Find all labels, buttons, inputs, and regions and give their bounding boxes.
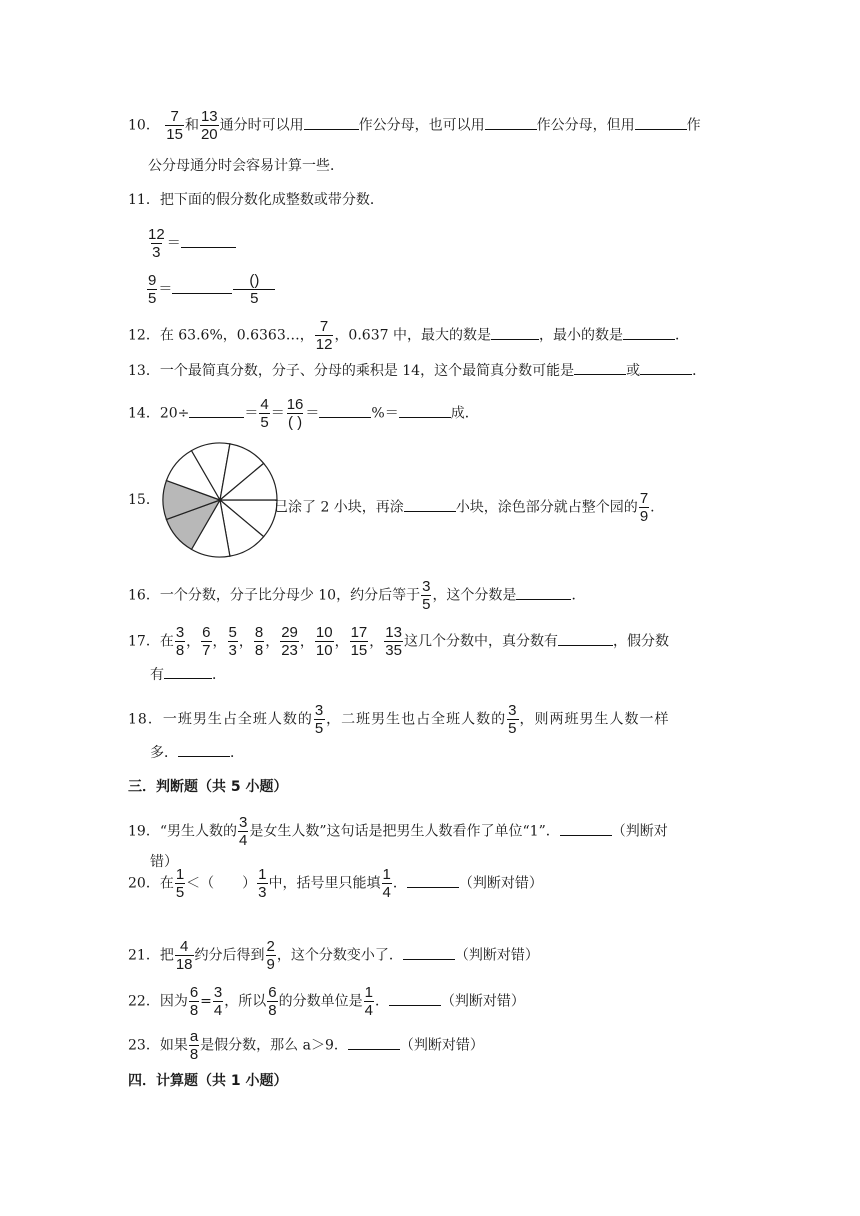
answer-blank[interactable] [560, 821, 612, 836]
answer-blank[interactable] [640, 360, 692, 375]
fraction: $\frac{2}{9}$ [266, 938, 275, 973]
fraction: $\frac{10}{10}$ [315, 624, 333, 659]
fraction: $\frac{3}{5}$ [508, 702, 518, 737]
fraction: $\frac{1}{4}$ [364, 984, 373, 1019]
fraction: $\frac{17}{15}$ [350, 624, 368, 659]
answer-blank[interactable] [304, 115, 359, 130]
separator: ， [265, 633, 280, 650]
separator: ， [186, 633, 201, 650]
q11-item2: $\frac{9}{5}$ ＝ $\frac{()}{5}$ [146, 272, 276, 307]
separator: ， [299, 633, 314, 650]
q18-line1: 18．一班男生占全班人数的 $\frac{3}{5}$ ，二班男生也占全班人数的 $\frac{3}{5}$ ，则两班男生人数一样 [128, 702, 670, 737]
fraction: $\frac{3}{5}$ [314, 702, 325, 737]
answer-blank[interactable] [516, 585, 571, 600]
fraction: $\frac{7}{15}$ [166, 108, 183, 143]
fraction: $\frac{8}{8}$ [254, 624, 264, 659]
answer-blank[interactable] [178, 742, 230, 757]
q10-number: 10． [128, 117, 160, 134]
fraction: $\frac{7}{12}$ [315, 318, 333, 353]
separator: ， [334, 633, 349, 650]
q10-line2: 公分母通分时会容易计算一些． [148, 158, 344, 174]
answer-blank[interactable] [485, 115, 537, 130]
answer-blank[interactable] [164, 664, 212, 679]
fraction: $\frac{5}{3}$ [228, 624, 237, 659]
q21-line: 21．把 $\frac{4}{18}$ 约分后得到 $\frac{2}{9}$ ，这个分数变小了． （判断对错） [128, 938, 539, 973]
fraction: $\frac{1}{5}$ [175, 866, 185, 901]
q15-number: 15． [128, 492, 160, 508]
fraction: $\frac{1}{4}$ [382, 866, 391, 901]
fraction: $\frac{12}{3}$ [148, 226, 165, 261]
q13-line: 13．一个最简真分数，分子、分母的乘积是 14，这个最简真分数可能是 或 ． [128, 360, 706, 381]
q16-line: 16．一个分数，分子比分母少 10，约分后等于 $\frac{3}{5}$ ，这个分数是 ． [128, 578, 586, 613]
q17-line1: 17．在 $\frac{3}{8}$ ， $\frac{6}{7}$ ， $\frac{5}{3}$ ， $\frac{8}{8}$ ， $\frac{29}{23}$ ， $\frac{10}{10}$ ， $\frac{17}{15}$ ， $\frac{13}{35}$ 这几个分数中，真分数有 ，假分数 [128, 624, 669, 659]
answer-blank[interactable] [181, 233, 236, 248]
answer-blank[interactable] [172, 279, 232, 294]
fraction: $\frac{()}{5}$ [233, 272, 275, 307]
fraction: $\frac{3}{4}$ [239, 814, 248, 849]
answer-blank[interactable] [491, 325, 539, 340]
answer-blank[interactable] [348, 1035, 400, 1050]
fraction: $\frac{3}{4}$ [213, 984, 223, 1019]
q19-line1: 19．“男生人数的 $\frac{3}{4}$ 是女生人数”这句话是把男生人数看作了单位“1”． （判断对 [128, 814, 668, 849]
answer-blank[interactable] [574, 360, 626, 375]
separator: ， [238, 633, 253, 650]
fraction: $\frac{a}{8}$ [189, 1028, 199, 1063]
answer-blank[interactable] [189, 403, 244, 418]
circle-diagram [158, 438, 282, 562]
q22-line: 22．因为 $\frac{6}{8}$ = $\frac{3}{4}$ ，所以 $\frac{6}{8}$ 的分数单位是 $\frac{1}{4}$ ． （判断对错） [128, 984, 525, 1019]
q17-line2: 有 ． [150, 664, 226, 685]
fraction: $\frac{29}{23}$ [281, 624, 298, 659]
fraction: $\frac{4}{5}$ [260, 396, 269, 431]
section-heading: 四．计算题（共 1 小题） [128, 1073, 288, 1089]
answer-blank[interactable] [403, 945, 455, 960]
fraction: $\frac{4}{18}$ [175, 938, 193, 973]
answer-blank[interactable] [558, 631, 613, 646]
fraction: $\frac{1}{3}$ [258, 866, 267, 901]
fraction: $\frac{9}{5}$ [148, 272, 157, 307]
fraction: $\frac{13}{20}$ [200, 108, 218, 143]
fraction: $\frac{6}{8}$ [189, 984, 199, 1019]
q18-line2: 多． ． [150, 742, 244, 763]
q19-line2: 错） [150, 854, 178, 870]
fraction: $\frac{6}{8}$ [268, 984, 277, 1019]
answer-blank[interactable] [389, 991, 441, 1006]
q14-line: 14．20÷ ＝ $\frac{4}{5}$ ＝ $\frac{16}{( )}$ ＝ %＝ 成． [128, 396, 479, 431]
answer-blank[interactable] [623, 325, 675, 340]
q11-item1: $\frac{12}{3}$ ＝ [146, 226, 236, 261]
fraction: $\frac{3}{8}$ [175, 624, 185, 659]
q10-line1: 10． $\frac{7}{15}$ 和 $\frac{13}{20}$ 通分时可以用 作公分母，也可以用 作公分母，但用 作 [128, 108, 701, 143]
fraction: $\frac{13}{35}$ [385, 624, 402, 659]
separator: ， [369, 633, 384, 650]
q11-line: 11．把下面的假分数化成整数或带分数． [128, 192, 384, 208]
answer-blank[interactable] [407, 873, 459, 888]
q23-line: 23．如果 $\frac{a}{8}$ 是假分数，那么 a＞9． （判断对错） [128, 1028, 484, 1063]
answer-blank[interactable] [319, 403, 371, 418]
fraction-list [174, 624, 404, 659]
answer-blank[interactable] [635, 115, 687, 130]
fraction: $\frac{6}{7}$ [202, 624, 211, 659]
fraction: $\frac{7}{9}$ [639, 490, 649, 525]
answer-blank[interactable] [404, 497, 456, 512]
separator: ， [212, 633, 227, 650]
q12-line: 12．在 63.6%，0.6363…， $\frac{7}{12}$ ，0.637 中，最大的数是 ，最小的数是 ． [128, 318, 689, 353]
answer-blank[interactable] [399, 403, 451, 418]
fraction: $\frac{16}{( )}$ [286, 396, 304, 431]
q20-line: 20．在 $\frac{1}{5}$ ＜（ ） $\frac{1}{3}$ 中，括号里只能填 $\frac{1}{4}$ ． （判断对错） [128, 866, 543, 901]
q15-line: 已涂了 2 小块，再涂 小块，涂色部分就占整个园的 $\frac{7}{9}$ . [274, 490, 655, 525]
fraction: $\frac{3}{5}$ [422, 578, 431, 613]
section-heading: 三．判断题（共 5 小题） [128, 779, 288, 795]
